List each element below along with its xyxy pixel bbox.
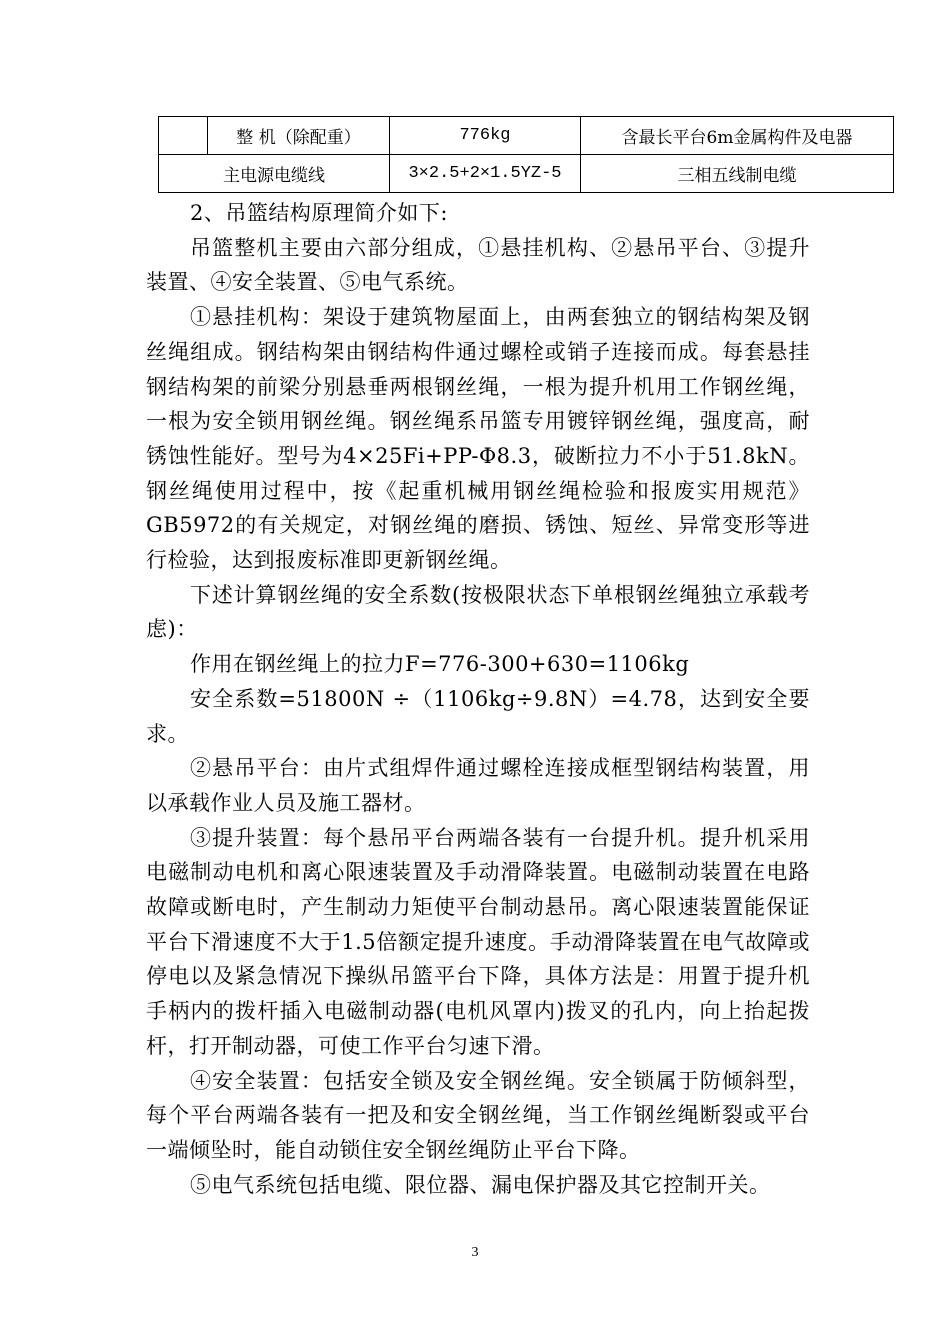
table-cell-value: 776kg: [390, 117, 581, 155]
table-cell-item: 主电源电缆线: [159, 155, 390, 193]
paragraph: 吊篮整机主要由六部分组成，①悬挂机构、②悬吊平台、③提升装置、④安全装置、⑤电气系统。: [146, 235, 810, 295]
table-cell-blank: [159, 117, 208, 155]
formula-line: 安全系数=51800N ÷（1106kg÷9.8N）=4.78，达到安全要求。: [146, 686, 810, 746]
table-cell-note: 含最长平台6m金属构件及电器: [581, 117, 894, 155]
table-cell-value: 3×2.5+2×1.5YZ-5: [390, 155, 581, 193]
table-row: [159, 117, 894, 155]
section-heading: 2、吊篮结构原理简介如下:: [190, 201, 448, 225]
formula-line: 作用在钢丝绳上的拉力F=776-300+630=1106kg: [190, 652, 690, 677]
paragraph: ④安全装置：包括安全锁及安全钢丝绳。安全锁属于防倾斜型，每个平台两端各装有一把及和安全钢丝绳，当工作钢丝绳断裂或平台一端倾坠时，能自动锁住安全钢丝绳防止平台下降。: [146, 1068, 810, 1162]
paragraph: ③提升装置：每个悬吊平台两端各装有一台提升机。提升机采用电磁制动电机和离心限速装置及手动滑降装置。电磁制动装置在电路故障或断电时，产生制动力矩使平台制动悬吊。离心限速装置能保证平台下滑速度不大于1.5倍额定提升速度。手动滑降装置在电气故障或停电以及紧急情况下操纵吊篮平台下降，具体方法是：用置于提升机手柄内的拨杆插入电磁制动器(电机风罩内)拨叉的孔内，向上抬起拨杆，打开制动器，可使工作平台匀速下滑。: [146, 825, 810, 1058]
paragraph: ②悬吊平台：由片式组焊件通过螺栓连接成框型钢结构装置，用以承载作业人员及施工器材。: [146, 756, 810, 815]
spec-table: [158, 116, 894, 193]
table-cell-item: 整 机（除配重）: [208, 117, 390, 155]
paragraph: ⑤电气系统包括电缆、限位器、漏电保护器及其它控制开关。: [190, 1172, 771, 1197]
table-row: [159, 155, 894, 193]
table-cell-note: 三相五线制电缆: [581, 155, 894, 193]
paragraph: 下述计算钢丝绳的安全系数(按极限状态下单根钢丝绳独立承载考虑)：: [146, 582, 810, 642]
body-text: [146, 196, 810, 1202]
page-number: 3: [471, 1245, 479, 1260]
paragraph: ①悬挂机构：架设于建筑物屋面上，由两套独立的钢结构架及钢丝绳组成。钢结构架由钢结构件通过螺栓或销子连接而成。每套悬挂钢结构架的前梁分别悬垂两根钢丝绳，一根为提升机用工作钢丝绳，一根为安全锁用钢丝绳。钢丝绳系吊篮专用镀锌钢丝绳，强度高，耐锈蚀性能好。型号为4×25Fi+PP-Φ8.3，破断拉力不小于51.8kN。钢丝绳使用过程中，按《起重机械用钢丝绳检验和报废实用规范》GB5972的有关规定，对钢丝绳的磨损、锈蚀、短丝、异常变形等进行检验，达到报废标准即更新钢丝绳。: [146, 305, 810, 573]
